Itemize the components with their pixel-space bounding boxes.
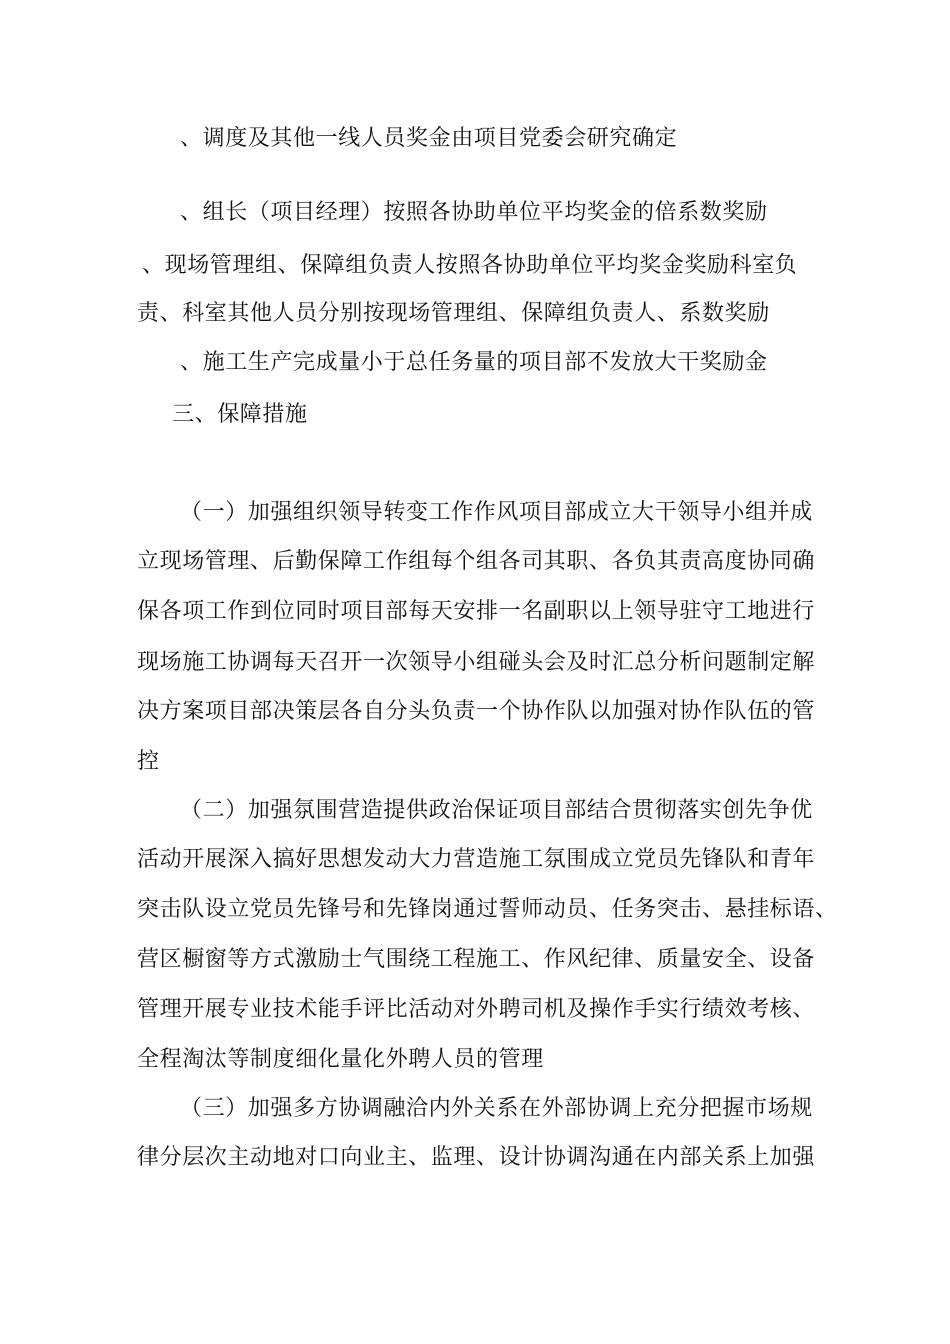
text-line: 营区橱窗等方式激励士气围绕工程施工、作风纪律、质量安全、设备	[137, 947, 816, 972]
text-line: 、调度及其他一线人员奖金由项目党委会研究确定	[180, 126, 678, 151]
text-line: 律分层次主动地对口向业主、监理、设计协调沟通在内部关系上加强	[137, 1145, 816, 1170]
text-line: 活动开展深入搞好思想发动大力营造施工氛围成立党员先锋队和青年	[137, 847, 816, 872]
text-line: 突击队设立党员先锋号和先锋岗通过誓师动员、任务突击、悬挂标语、	[137, 897, 838, 922]
text-line: 管理开展专业技术能手评比活动对外聘司机及操作手实行绩效考核、	[137, 997, 816, 1022]
text-line: 现场施工协调每天召开一次领导小组碰头会及时汇总分析问题制定解	[137, 650, 816, 675]
text-line: （二）加强氛围营造提供政治保证项目部结合贯彻落实创先争优	[180, 798, 813, 823]
text-line: （三）加强多方协调融洽内外关系在外部协调上充分把握市场规	[180, 1096, 813, 1121]
text-line: （一）加强组织领导转变工作作风项目部成立大干领导小组并成	[180, 500, 813, 525]
text-line: 立现场管理、后勤保障工作组每个组各司其职、各负其责高度协同确	[137, 549, 816, 574]
text-line: 、组长（项目经理）按照各协助单位平均奖金的倍系数奖励	[180, 200, 768, 225]
text-line: 全程淘汰等制度细化量化外聘人员的管理	[137, 1047, 544, 1072]
text-line: 保各项工作到位同时项目部每天安排一名副职以上领导驻守工地进行	[137, 599, 816, 624]
text-line: 决方案项目部决策层各自分头负责一个协作队以加强对协作队伍的管	[137, 699, 816, 724]
text-line: 、施工生产完成量小于总任务量的项目部不发放大干奖励金	[180, 350, 768, 375]
text-line: 、现场管理组、保障组负责人按照各协助单位平均奖金奖励科室负	[142, 253, 798, 278]
section-heading: 三、保障措施	[172, 402, 308, 427]
text-line: 责、科室其他人员分别按现场管理组、保障组负责人、系数奖励	[137, 301, 770, 326]
text-line: 控	[137, 749, 160, 774]
